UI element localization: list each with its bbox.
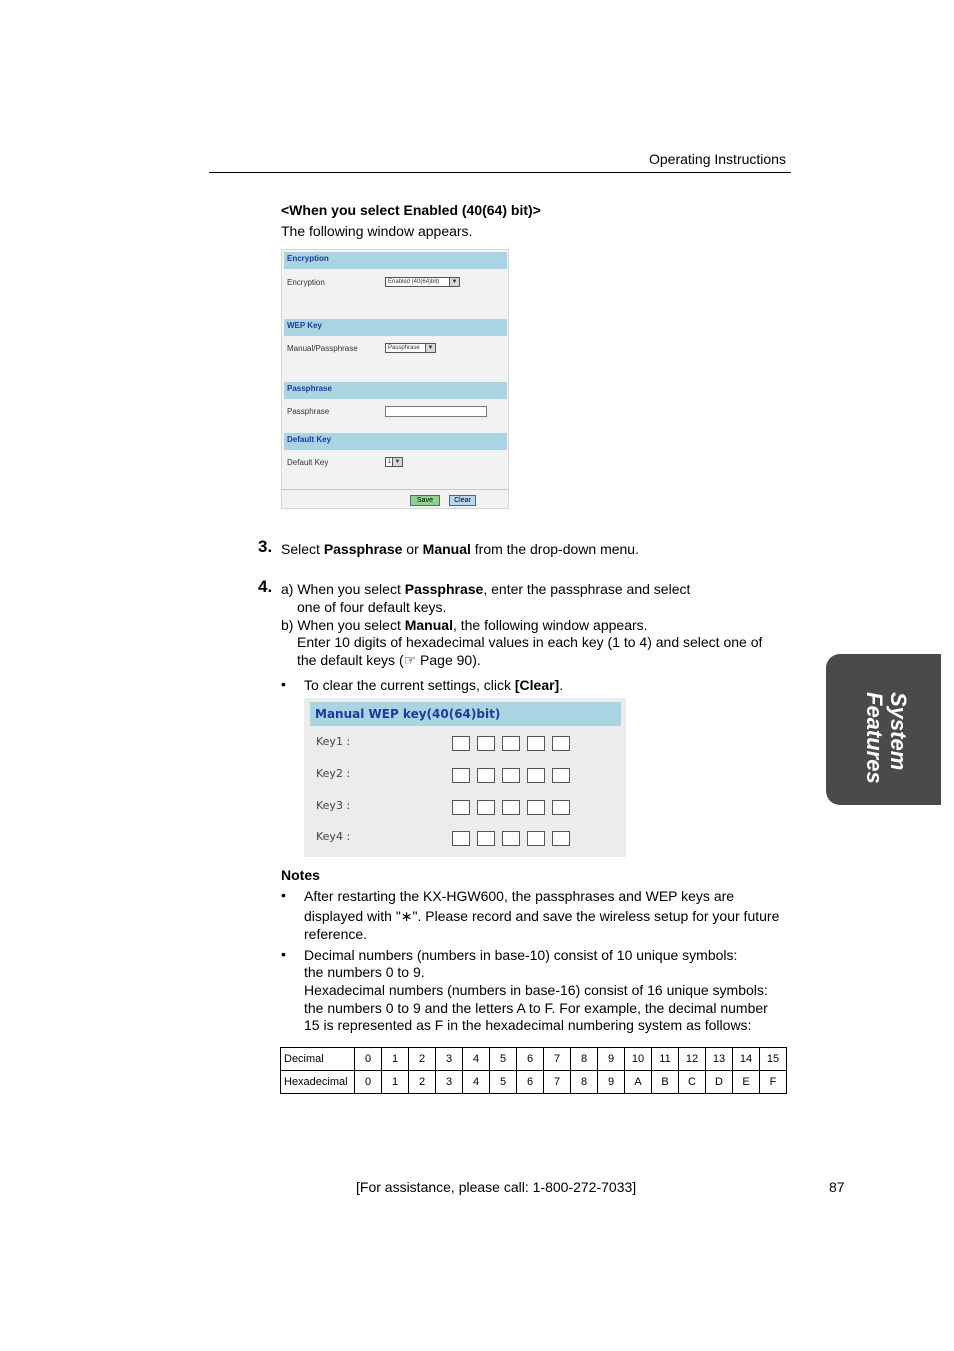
section-tab bbox=[826, 654, 941, 805]
table-cell: 3 bbox=[436, 1071, 463, 1094]
note1-line1: After restarting the KX-HGW600, the passphrases and WEP keys are bbox=[304, 888, 735, 904]
intro-heading: <When you select Enabled (40(64) bit)> bbox=[281, 202, 541, 218]
table-cell: 15 bbox=[760, 1048, 787, 1071]
note2-line5: 15 is represented as F in the hexadecimal numbering system as follows: bbox=[304, 1017, 752, 1033]
table-cell: E bbox=[733, 1071, 760, 1094]
table-cell: 6 bbox=[517, 1071, 544, 1094]
table-cell: 2 bbox=[409, 1071, 436, 1094]
table-cell: A bbox=[625, 1071, 652, 1094]
table-row bbox=[281, 1048, 787, 1071]
default-key-select[interactable]: 1 ▼ bbox=[385, 457, 403, 467]
table-cell: 3 bbox=[436, 1048, 463, 1071]
table-row-header: Decimal bbox=[281, 1048, 355, 1071]
passphrase-section-header: Passphrase bbox=[284, 382, 507, 399]
divider bbox=[282, 489, 508, 490]
key2-hex-input[interactable] bbox=[452, 768, 470, 783]
encryption-section-header: Encryption bbox=[284, 252, 507, 269]
key1-hex-input[interactable] bbox=[502, 736, 520, 751]
key3-hex-input[interactable] bbox=[527, 800, 545, 815]
key2-label: Key2 : bbox=[316, 767, 351, 780]
section-tab-line2: Features bbox=[862, 692, 887, 784]
table-row bbox=[281, 1071, 787, 1094]
table-cell: 4 bbox=[463, 1048, 490, 1071]
running-header: Operating Instructions bbox=[649, 151, 786, 167]
header-rule bbox=[209, 172, 791, 173]
table-cell: 6 bbox=[517, 1048, 544, 1071]
note2-line3: Hexadecimal numbers (numbers in base-16) consist of 16 unique symbols: bbox=[304, 982, 768, 998]
key1-label: Key1 : bbox=[316, 735, 351, 748]
table-cell: 5 bbox=[490, 1071, 517, 1094]
step4-b-line1: b) When you select Manual, the following window appears. bbox=[281, 617, 648, 633]
key4-hex-input[interactable] bbox=[552, 831, 570, 846]
bullet: • bbox=[281, 946, 286, 962]
step3-text: Select Passphrase or Manual from the drop-down menu. bbox=[281, 541, 639, 557]
key4-hex-input[interactable] bbox=[527, 831, 545, 846]
encryption-select[interactable]: Enabled (40(64)bit) ▼ bbox=[385, 277, 460, 287]
key2-hex-input[interactable] bbox=[477, 768, 495, 783]
chevron-down-icon: ▼ bbox=[392, 458, 402, 466]
table-cell: 0 bbox=[355, 1048, 382, 1071]
key1-hex-input[interactable] bbox=[552, 736, 570, 751]
key3-hex-input[interactable] bbox=[502, 800, 520, 815]
note2-line2: the numbers 0 to 9. bbox=[304, 964, 425, 980]
table-cell: 12 bbox=[679, 1048, 706, 1071]
table-cell: 10 bbox=[625, 1048, 652, 1071]
encryption-label: Encryption bbox=[287, 278, 325, 287]
encryption-settings-screenshot bbox=[281, 249, 509, 509]
step-number: 3. bbox=[258, 537, 273, 556]
decimal-hex-table bbox=[280, 1047, 787, 1094]
assistance-footer: [For assistance, please call: 1-800-272-7033] bbox=[356, 1179, 637, 1195]
table-cell: B bbox=[652, 1071, 679, 1094]
key3-label: Key3 : bbox=[316, 799, 351, 812]
table-cell: 8 bbox=[571, 1071, 598, 1094]
clear-hint: To clear the current settings, click [Clear]. bbox=[304, 677, 564, 693]
bullet: • bbox=[281, 887, 286, 903]
table-row-header: Hexadecimal bbox=[281, 1071, 355, 1094]
key4-hex-input[interactable] bbox=[452, 831, 470, 846]
table-cell: 5 bbox=[490, 1048, 517, 1071]
table-cell: 0 bbox=[355, 1071, 382, 1094]
key4-label: Key4 : bbox=[316, 830, 351, 843]
table-cell: 1 bbox=[382, 1048, 409, 1071]
key1-hex-input[interactable] bbox=[477, 736, 495, 751]
default-key-section-header: Default Key bbox=[284, 433, 507, 450]
key3-hex-input[interactable] bbox=[477, 800, 495, 815]
chevron-down-icon: ▼ bbox=[449, 278, 459, 286]
passphrase-label: Passphrase bbox=[287, 407, 330, 416]
step-number: 4. bbox=[258, 577, 273, 596]
table-cell: 7 bbox=[544, 1071, 571, 1094]
key3-hex-input[interactable] bbox=[552, 800, 570, 815]
note2-line4: the numbers 0 to 9 and the letters A to F. For example, the decimal number bbox=[304, 1000, 768, 1016]
table-cell: D bbox=[706, 1071, 733, 1094]
note1-line2: displayed with "∗". Please record and save the wireless setup for your future bbox=[304, 908, 780, 924]
manual-wep-title-bar: Manual WEP key(40(64)bit) bbox=[310, 702, 621, 726]
clear-button[interactable]: Clear bbox=[449, 495, 476, 506]
key1-hex-input[interactable] bbox=[527, 736, 545, 751]
key3-hex-input[interactable] bbox=[452, 800, 470, 815]
chevron-down-icon: ▼ bbox=[425, 344, 435, 352]
table-cell: 11 bbox=[652, 1048, 679, 1071]
key2-hex-input[interactable] bbox=[527, 768, 545, 783]
table-cell: 7 bbox=[544, 1048, 571, 1071]
step4-a-line1: a) When you select Passphrase, enter the passphrase and select bbox=[281, 581, 691, 597]
passphrase-input[interactable] bbox=[385, 406, 487, 417]
step4-b-line3: the default keys (☞ Page 90). bbox=[297, 652, 481, 668]
notes-title: Notes bbox=[281, 867, 320, 883]
wep-key-section-header: WEP Key bbox=[284, 319, 507, 336]
step4-b-line2: Enter 10 digits of hexadecimal values in each key (1 to 4) and select one of bbox=[297, 634, 763, 650]
key4-hex-input[interactable] bbox=[502, 831, 520, 846]
bullet: • bbox=[281, 676, 286, 692]
note2-line1: Decimal numbers (numbers in base-10) consist of 10 unique symbols: bbox=[304, 947, 738, 963]
intro-text: The following window appears. bbox=[281, 223, 473, 239]
page-number: 87 bbox=[829, 1179, 845, 1195]
key2-hex-input[interactable] bbox=[502, 768, 520, 783]
table-cell: 2 bbox=[409, 1048, 436, 1071]
section-tab-line1: System bbox=[886, 692, 911, 771]
key4-hex-input[interactable] bbox=[477, 831, 495, 846]
key2-hex-input[interactable] bbox=[552, 768, 570, 783]
table-cell: 9 bbox=[598, 1048, 625, 1071]
note1-line3: reference. bbox=[304, 926, 368, 942]
key1-hex-input[interactable] bbox=[452, 736, 470, 751]
manual-wep-key-screenshot bbox=[304, 698, 626, 857]
default-key-label: Default Key bbox=[287, 458, 329, 467]
manual-passphrase-select[interactable]: Passphrase ▼ bbox=[385, 343, 436, 353]
table-cell: 1 bbox=[382, 1071, 409, 1094]
step4-a-line2: one of four default keys. bbox=[297, 599, 447, 615]
table-cell: 13 bbox=[706, 1048, 733, 1071]
table-cell: C bbox=[679, 1071, 706, 1094]
table-cell: F bbox=[760, 1071, 787, 1094]
save-button[interactable]: Save bbox=[410, 495, 440, 506]
table-cell: 8 bbox=[571, 1048, 598, 1071]
table-cell: 4 bbox=[463, 1071, 490, 1094]
manual-passphrase-label: Manual/Passphrase bbox=[287, 344, 358, 353]
table-cell: 9 bbox=[598, 1071, 625, 1094]
table-cell: 14 bbox=[733, 1048, 760, 1071]
